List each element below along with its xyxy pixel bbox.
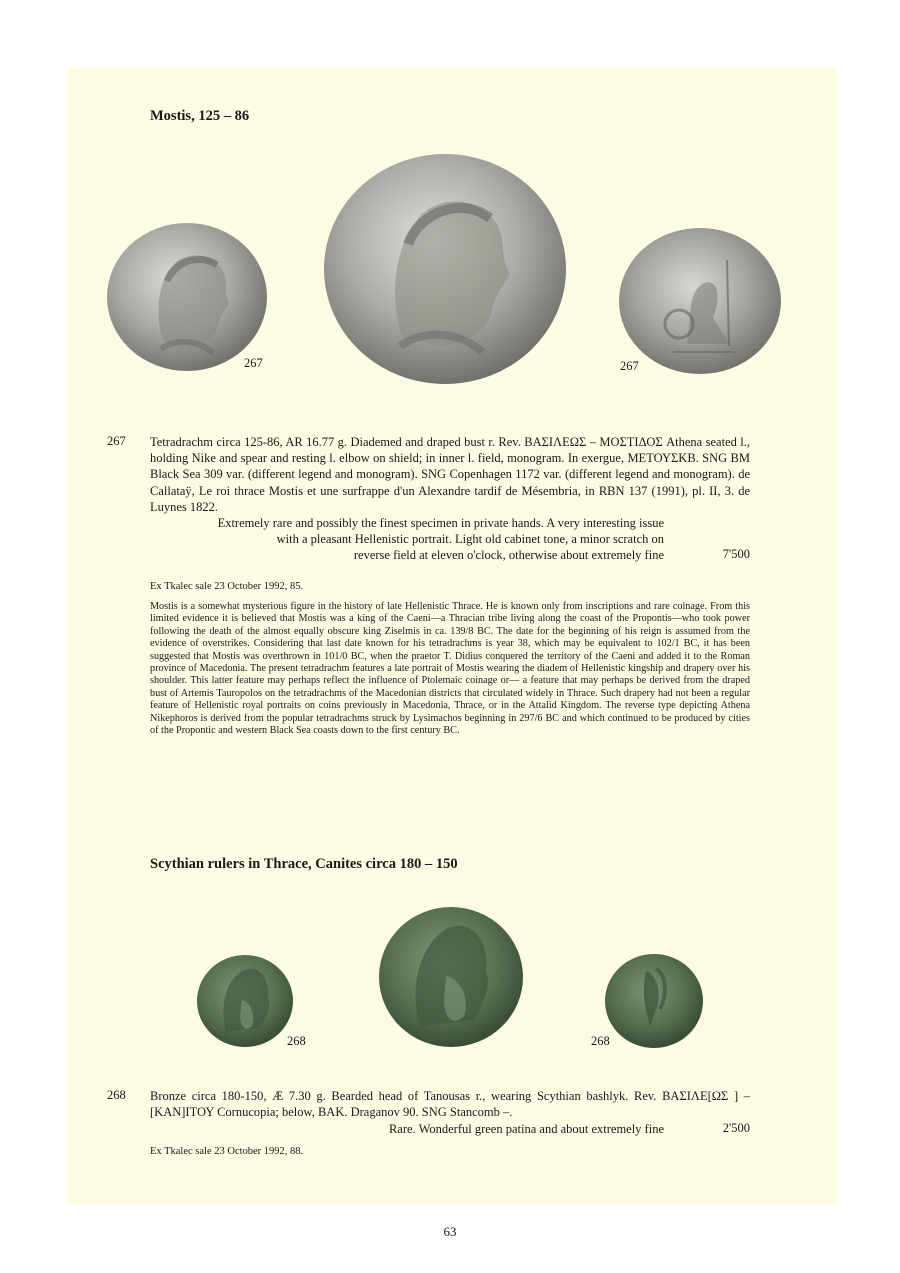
coin-label-267-reverse: 267: [620, 359, 639, 373]
coin-267-obverse-large: [322, 152, 568, 386]
coin-268-obverse-large: [378, 906, 524, 1048]
lot-267-condition-line-3: reverse field at eleven o'clock, otherwise about extremely fine: [353, 548, 664, 562]
section-title-scythian-rulers: Scythian rulers in Thrace, Canites circa 180 – 150: [150, 856, 458, 872]
coin-268-obverse-small: [196, 954, 294, 1048]
lot-267-condition-line-1: Extremely rare and possibly the finest specimen in private hands. A very interesting issue: [217, 516, 664, 530]
coin-267-reverse: [617, 226, 783, 376]
lot-number-268: 268: [107, 1088, 126, 1102]
lot-268-condition: Rare. Wonderful green patina and about extremely fine: [388, 1122, 664, 1136]
lot-267-provenance: Ex Tkalec sale 23 October 1992, 85.: [150, 581, 304, 592]
lot-number-267: 267: [107, 434, 126, 448]
coin-label-267-obverse: 267: [244, 356, 263, 370]
lot-267-price: 7'500: [722, 547, 750, 561]
coin-267-obverse-small: [105, 221, 270, 373]
lot-267-condition-line-2: with a pleasant Hellenistic portrait. Light old cabinet tone, a minor scratch on: [276, 532, 664, 546]
page-number: 63: [443, 1224, 457, 1239]
coin-268-reverse: [604, 953, 704, 1049]
lot-267-description: Tetradrachm circa 125-86, AR 16.77 g. Diademed and draped bust r. Rev. ΒΑΣΙΛΕΩΣ – ΜΟΣΤΙΔΟΣ Athena seated l., holding Nike and spear and resting l. elbow on shield; in inner l. field, monogram. In exergue, ΜΕΤΟΥΣΚΒ. SNG BM Black Sea 309 var. (different legend and monogram). SNG Copenhagen 1172 var. (different legend and monogram). de Callataÿ, Le roi thrace Mostis et une surfrappe d'un Alexandre tardif de Mésembria, in RBN 137 (1991), pl. II, 3. de Luynes 1822.: [150, 435, 750, 514]
coin-label-268-obverse: 268: [287, 1034, 306, 1048]
section-title-mostis: Mostis, 125 – 86: [150, 108, 250, 124]
lot-267-historical-note: Mostis is a somewhat mysterious figure in the history of late Hellenistic Thrace. He is known only from inscriptions and rare coinage. From this limited evidence it is believed that Mostis was a king of the Caeni—a Thracian tribe living along the coast of the Propontis—who took power following the death of the almost equally obscure king Ziselmis in ca. 139/8 BC. The date for the beginning of his reign is assumed from the evidence of overstrikes. Considering that last date known for his tetradrachms is year 38, which may be equivalent to 102/1 BC, it has been suggested that Mostis was overthrown in 101/0 BC, when the praetor T. Didius conquered the territory of the Caeni and added it to the Roman province of Macedonia. The present tetradrachm features a late portrait of Mostis wearing the diadem of Hellenistic kingship and drapery over his shoulder. This latter feature may perhaps reflect the influence of Ptolemaic coinage or— a feature that may perhaps be derived from the draped bust of Artemis Tauropolos on the tetradrachms of the Macedonian districts that circulated widely in Thrace. Such drapery had not been a regular feature of Hellenistic royal portraits on coins previously in Macedonia, Thrace, or in the Attalid Kingdom. The reverse type depicting Athena Nikephoros is derived from the popular tetradrachms struck by Lysimachos beginning in 297/6 BC and which continued to be produced by cities of the Propontic and western Black Sea coasts down to the first century BC.: [150, 601, 750, 737]
coin-label-268-reverse: 268: [591, 1034, 610, 1048]
lot-268-provenance: Ex Tkalec sale 23 October 1992, 88.: [150, 1146, 304, 1157]
lot-268-description: Bronze circa 180-150, Æ 7.30 g. Bearded head of Tanousas r., wearing Scythian bashlyk. Rev. ΒΑΣΙΛΕ[ΩΣ ] –[ΚΑΝ]ΙΤΟΥ Cornucopia; below, ΒΑΚ. Draganov 90. SNG Stancomb –.: [150, 1089, 750, 1120]
lot-268-price: 2'500: [722, 1121, 750, 1135]
